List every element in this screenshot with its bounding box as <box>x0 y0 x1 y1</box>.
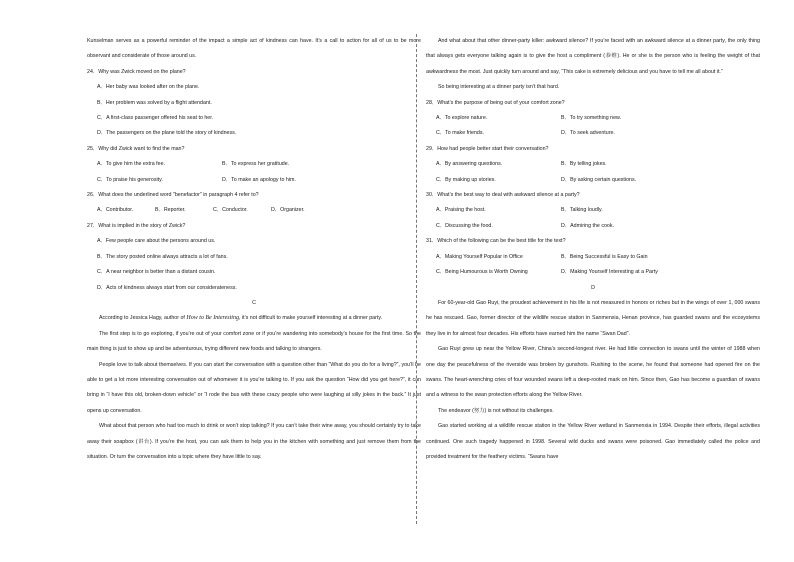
options-row <box>97 203 421 218</box>
option-d: D．The passengers on the plane told the story of kindness. <box>97 130 237 137</box>
option-d: D．Admiring the cook. <box>561 222 614 229</box>
passage-b-conclusion: Kunselman serves as a powerful reminder of the impact a simple act of kindness can have. It’s a call to action for all of us to be more observant and considerate of those around us. <box>87 38 421 60</box>
passage-c-paragraph: So being interesting at a dinner party isn’t that hard. <box>438 84 560 91</box>
option-d: D．By asking certain questions. <box>561 176 637 183</box>
option-c: C．A first-class passenger offered his seat to her. <box>97 115 214 122</box>
question-stem: 29．How had people better start their conversation? <box>426 145 549 152</box>
option-b: B．Her problem was solved by a flight attendant. <box>97 99 212 106</box>
option-c: C．Discussing the food. <box>436 222 493 229</box>
option-a: A．Contributor. <box>97 207 134 214</box>
question-27 <box>87 219 421 296</box>
option-b: B．Talking loudly. <box>561 207 603 214</box>
option-d: D．To make an apology to him. <box>222 176 296 183</box>
options-row <box>97 173 421 188</box>
option-c: C．By making up stories. <box>436 176 496 183</box>
options-row <box>436 265 760 280</box>
option-b: B．Being Successful is Easy to Gain <box>561 253 648 260</box>
question-stem: 30．What’s the best way to deal with awkward silence at a party? <box>426 192 580 199</box>
options-row <box>436 250 760 265</box>
option-a: A．To explore nature. <box>436 115 488 122</box>
options-row <box>436 203 760 218</box>
option-a: A．Her baby was looked after on the plane. <box>97 84 200 91</box>
option-c: C．To make friends. <box>436 130 484 137</box>
option-d: D．Organizer. <box>271 207 305 214</box>
options-row <box>436 157 760 172</box>
option-b: B．To express her gratitude. <box>222 161 290 168</box>
options-row <box>436 173 760 188</box>
right-column <box>426 34 760 465</box>
options-row <box>436 126 760 141</box>
option-c: C．Conductor. <box>213 207 248 214</box>
option-b: B．By telling jokes. <box>561 161 607 168</box>
section-d-heading: D <box>591 284 595 291</box>
question-stem: 27．What is implied in the story of Zwick? <box>87 222 186 229</box>
section-c-heading: C <box>252 299 256 306</box>
option-d: D．Making Yourself Interesting at a Party <box>561 269 658 276</box>
option-a: A．Praising the host. <box>436 207 486 214</box>
options-row <box>436 111 760 126</box>
column-divider <box>416 34 417 524</box>
question-stem: 25．Why did Zwick want to find the man? <box>87 145 185 152</box>
option-c: C．Being Humourous is Worth Owning <box>436 269 528 276</box>
option-c: C．To praise his generosity. <box>97 176 163 183</box>
passage-c-paragraph: People love to talk about themselves. If you can start the conversation with a question other than “What do you do for a living?”, you’ll be able to get a lot more interesting conversation out of whomever it is you’re talking to. If you ask the question “How did you get here?”, it can bring in “I have this old, broken-down vehicle” or “I rode the bus with these crazy people who were laughing at silly jokes in the back.” It just opens up conversation. <box>87 361 421 414</box>
question-28 <box>426 96 760 142</box>
option-a: A．Making Yourself Popular in Office <box>436 253 523 260</box>
option-c: C．A near neighbor is better than a distant cousin. <box>97 269 216 276</box>
options-row <box>436 219 760 234</box>
passage-c-paragraph: What about that person who had too much to drink or won’t stop talking? If you can’t take their wine away, you should certainly try to take away their soapbox (讲台). If you’re the host, you can ask them to help you in the kitchen with something and just remove them from the situation. Or turn the conversation into a topic where they have little to say. <box>87 423 421 460</box>
question-stem: 28．What’s the purpose of being out of your comfort zone? <box>426 99 565 106</box>
option-a: A．Few people care about the persons around us. <box>97 238 216 245</box>
passage-d-paragraph: Gao Ruyi grew up near the Yellow River, China’s second-longest river. He had little connection to swans until the winter of 1988 when one day the peacefulness of the riverside was broken by gunshots. Rushing to the scene, he found that someone had opened fire on the swans. The heart-wrenching cries of four wounded swans left a deep-rooted mark on him. Since then, Gao has become a guardian of swans and a witness to the swan protection efforts along the Yellow River. <box>426 346 760 399</box>
question-stem: 31．Which of the following can be the best title for the text? <box>426 238 566 245</box>
paragraph-text: According to Jessica Hagy, author of <box>99 315 187 322</box>
passage-d-paragraph: For 60-year-old Gao Ruyi, the proudest achievement in his life is not measured in honors or riches but in the wings of over 1, 000 swans he has rescued. Gao, former director of the wildlife rescue station in Sanmenxia, Henan province, has guarded swans and the ecosystems they live in for almost four decades. His efforts have earned him the name “Swan Dad”. <box>426 299 760 337</box>
passage-c-paragraph <box>87 311 421 326</box>
option-a: A．To give him the extra fee. <box>97 161 166 168</box>
option-b: B．To try something new. <box>561 115 622 122</box>
book-title: How to Be Interesting <box>186 315 239 322</box>
question-29 <box>426 142 760 188</box>
option-b: B．The story posted online always attracts a lot of fans. <box>97 253 228 260</box>
question-stem: 24．Why was Zwick moved on the plane? <box>87 68 186 75</box>
option-b: B．Reporter. <box>155 207 186 214</box>
passage-d-paragraph: The endeavor (努力) is not without its challenges. <box>438 407 554 414</box>
question-stem: 26．What does the underlined word "benefactor" in paragraph 4 refer to? <box>87 192 259 199</box>
left-column <box>87 34 421 465</box>
question-25 <box>87 142 421 188</box>
question-24 <box>87 65 421 142</box>
question-31 <box>426 234 760 280</box>
paragraph-text: , it’s not difficult to make yourself interesting at a dinner party. <box>238 315 383 322</box>
option-a: A．By answering questions. <box>436 161 503 168</box>
passage-c-paragraph: And what about that other dinner-party killer: awkward silence? If you’re faced with an awkward silence at a dinner party, the only thing that always gets everyone talking again is to give the host a compliment (恭维). He or she is the person who is feeling the weight of that awkwardness the most. Just quickly turn around and say, “This cake is extremely delicious and you have to tell me all about it.” <box>426 38 760 75</box>
options-row <box>97 157 421 172</box>
passage-d-paragraph: Gao started working at a wildlife rescue station in the Yellow River wetland in Sanmenxia in 1994. Despite their efforts, illegal activities continued. One such tragedy happened in 1998. Several wild ducks and swans were poisoned. Gao immediately called the police and provided treatment for the feathery victims. “Swans have <box>426 423 760 460</box>
question-30 <box>426 188 760 234</box>
question-26 <box>87 188 421 219</box>
option-d: D．To seek adventure. <box>561 130 615 137</box>
option-d: D．Acts of kindness always start from our considerateness. <box>97 284 237 291</box>
passage-c-paragraph: The first step is to go exploring, if you’re out of your comfort zone or if you’re wandering into somebody’s house for the first time. So the main thing is just to show up and be adventurous, trying different new foods and talking to strangers. <box>87 330 421 353</box>
